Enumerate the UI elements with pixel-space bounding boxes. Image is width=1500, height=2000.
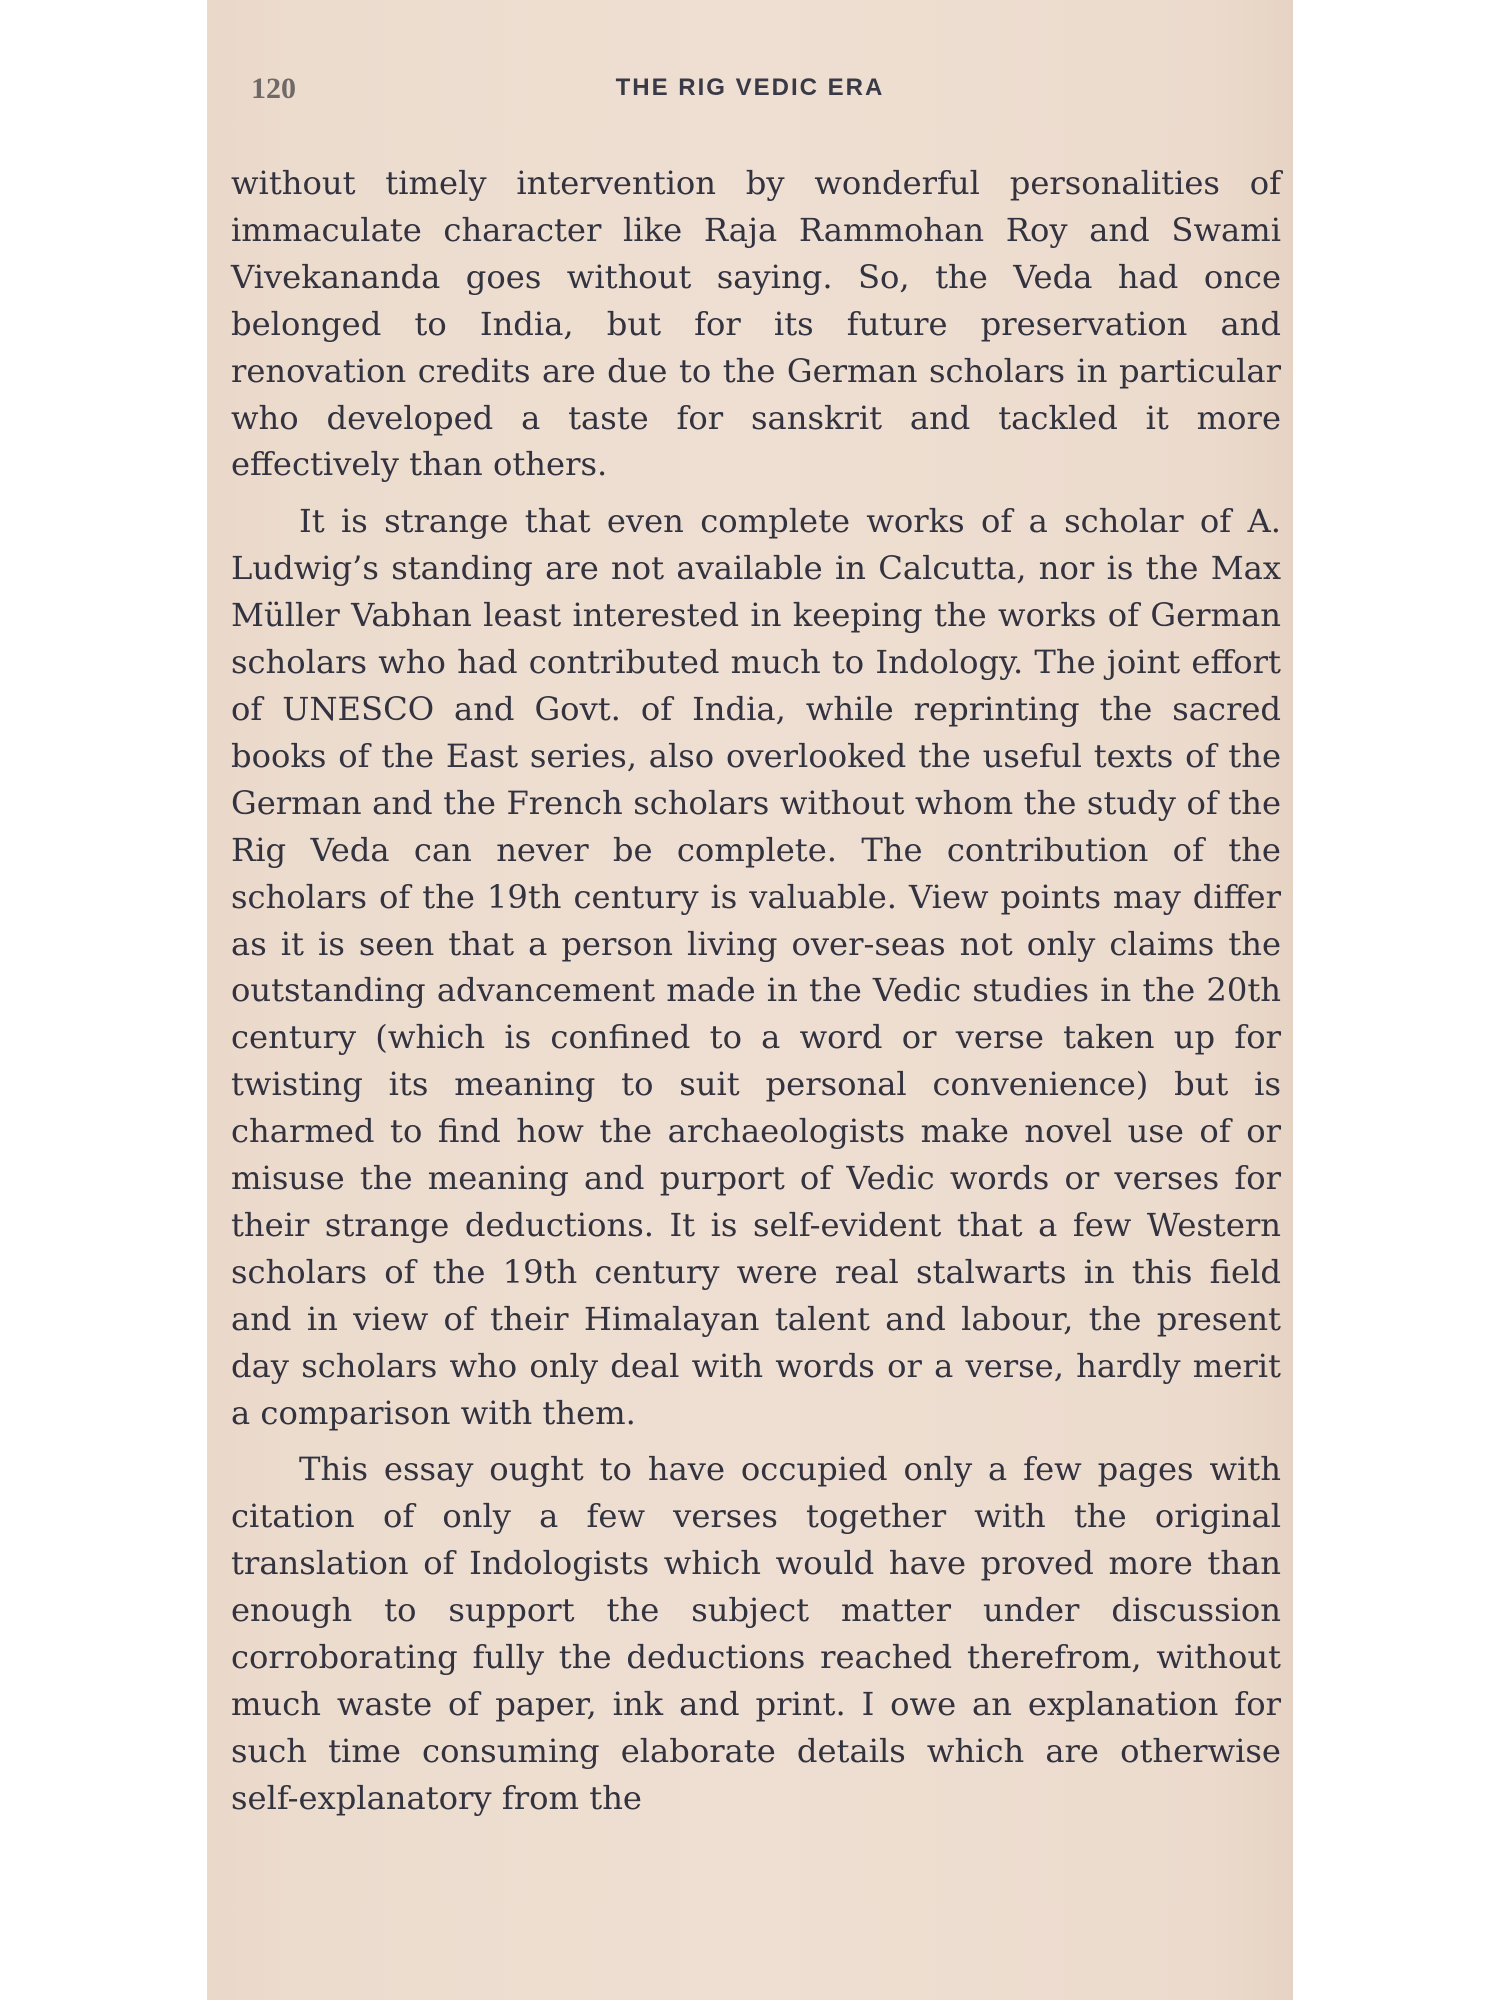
- running-head: [243, 72, 1257, 112]
- page-number: 120: [251, 72, 296, 105]
- paragraph-1: without timely intervention by wonderful personalities of immaculate character like Raja Rammohan Roy and Swami Vivekananda goes without saying. So, the Veda had once belonged to India, but for its future preservation and renovation credits are due to the German scholars in particular who developed a taste for sanskrit and tackled it more effectively than others.: [231, 164, 1281, 484]
- paragraph-2: It is strange that even complete works of a scholar of A. Ludwig’s standing are not available in Calcutta, nor is the Max Müller Vabhan least interested in keeping the works of German scholars who had contributed much to Indology. The joint effort of UNESCO and Govt. of India, while reprinting the sacred books of the East series, also overlooked the useful texts of the German and the French scholars without whom the study of the Rig Veda can never be complete. The contribution of the scholars of the 19th century is valuable. View points may differ as it is seen that a person living over-seas not only claims the outstanding advancement made in the Vedic studies in the 20th century (which is confined to a word or verse taken up for twisting its meaning to suit personal convenience) but is charmed to find how the archaeologists make novel use of or misuse the meaning and purport of Vedic words or verses for their strange deductions. It is self-evident that a few Western scholars of the 19th century were real stalwarts in this field and in view of their Himalayan talent and labour, the present day scholars who only deal with words or a verse, hardly merit a comparison with them.: [231, 502, 1281, 1432]
- body-text: [231, 160, 1281, 1822]
- book-page: [207, 0, 1293, 2000]
- paragraph-3: This essay ought to have occupied only a few pages with citation of only a few verses together with the original translation of Indologists which would have proved more than enough to support the subject matter under discussion corroborating fully the deductions reached therefrom, without much waste of paper, ink and print. I owe an explanation for such time consuming elaborate details which are otherwise self-explanatory from the: [231, 1450, 1281, 1817]
- running-title: THE RIG VEDIC ERA: [615, 74, 885, 101]
